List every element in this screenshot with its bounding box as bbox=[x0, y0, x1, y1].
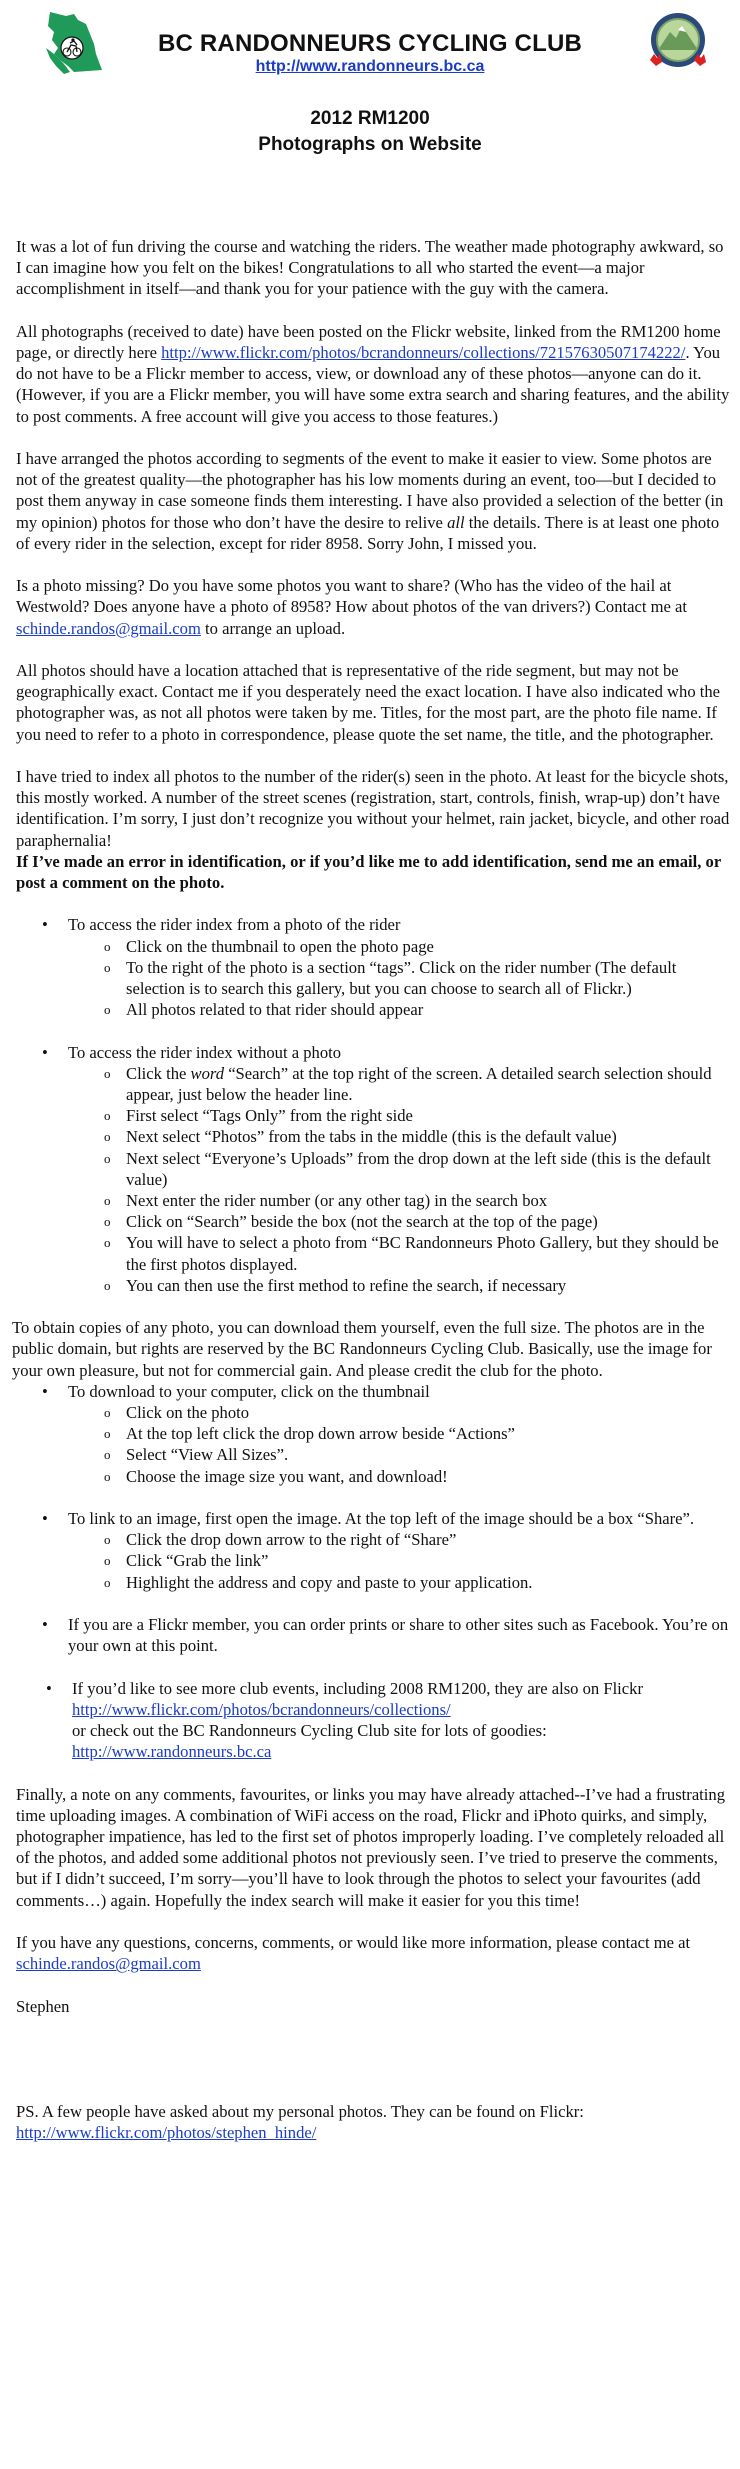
index-paragraph bbox=[16, 766, 731, 893]
document-body bbox=[12, 236, 731, 2165]
list-item: o Click “Grab the link” bbox=[126, 1550, 731, 1571]
list-item: o Click on “Search” beside the box (not the search at the top of the page) bbox=[126, 1211, 731, 1232]
missing-photo-text: Is a photo missing? Do you have some photos you want to share? (Who has the video of the hail at Westwold? Does anyone have a photo of 8958? How about photos of the van drivers?) Contact me at bbox=[16, 576, 687, 617]
more-events-text: If you’d like to see more club events, including 2008 RM1200, they are also on Flickr bbox=[72, 1678, 643, 1698]
link-heading: To link to an image, first open the image. At the top left of the image should be a box “Share”. bbox=[68, 1509, 695, 1529]
list-item: o To the right of the photo is a section “tags”. Click on the rider number (The default selection is to search this gallery, but you can choose to search all of Flickr.) bbox=[126, 957, 731, 999]
missing-photo-text-2: to arrange an upload. bbox=[200, 618, 346, 638]
email-link[interactable]: schinde.randos@gmail.com bbox=[16, 618, 201, 638]
list-item: o Choose the image size you want, and download! bbox=[126, 1466, 731, 1487]
prints-note bbox=[16, 1614, 731, 1656]
method-1-heading: To access the rider index from a photo of the rider bbox=[68, 915, 401, 935]
list-item bbox=[126, 1063, 731, 1105]
list-item: o You can then use the first method to refine the search, if necessary bbox=[126, 1275, 731, 1296]
location-paragraph: All photos should have a location attached that is representative of the ride segment, but may not be geographically exact. Contact me if you desperately need the exact location. I have also indicated who the photographer was, as not all photos were taken by me. Titles, for the most part, are the photo file name. If you need to refer to a photo in correspondence, please quote the set name, the title, and the photographer. bbox=[16, 661, 721, 744]
step-text: Click the bbox=[126, 1063, 191, 1083]
contact-text: If you have any questions, concerns, comments, or would like more information, please contact me at bbox=[16, 1933, 691, 1953]
list-item: o Highlight the address and copy and paste to your application. bbox=[126, 1572, 731, 1593]
final-note-paragraph: Finally, a note on any comments, favourites, or links you may have already attached--I’ve had a frustrating time uploading images. A combination of WiFi access on the road, Flickr and iPhoto quirks, and simply, photographer impatience, has led to the first set of photos improperly loading. I’ve completely reloaded all of the photos, and added some additional photos not previously seen. I’ve tried to preserve the comments, but if I didn’t succeed, I’m sorry—you’ll have to look through the photos to select your favourites (add comments…) again. Hopefully the index search will make it easier for you this time! bbox=[16, 1784, 725, 1910]
list-item bbox=[68, 1508, 731, 1593]
list-item: o First select “Tags Only” from the right side bbox=[126, 1105, 731, 1126]
copies-paragraph: To obtain copies of any photo, you can download them yourself, even the full size. The photos are in the public domain, but rights are reserved by the BC Randonneurs Cycling Club. Basically, use the image for your own pleasure, but not for commercial gain. And please credit the club for the photo. bbox=[12, 1318, 712, 1380]
link-instructions bbox=[16, 1508, 731, 1593]
flickr-collection-link[interactable]: http://www.flickr.com/photos/bcrandonneurs/collections/72157630507174222/ bbox=[161, 343, 686, 362]
step-italic: word bbox=[190, 1063, 225, 1083]
list-item bbox=[68, 1381, 731, 1487]
flickr-paragraph-text: All photographs (received to date) have been posted on the Flickr website, linked from the RM1200 home page, or directly here bbox=[16, 321, 721, 362]
list-item: o Click on the thumbnail to open the photo page bbox=[126, 936, 731, 957]
ps-paragraph bbox=[16, 2101, 731, 2143]
list-item bbox=[72, 1678, 731, 1763]
club-site-link[interactable]: http://www.randonneurs.bc.ca bbox=[72, 1742, 272, 1762]
list-item: o Click the drop down arrow to the right of “Share” bbox=[126, 1529, 731, 1550]
more-events-note bbox=[16, 1678, 731, 1763]
list-item bbox=[68, 1042, 731, 1296]
list-item: o At the top left click the drop down arrow beside “Actions” bbox=[126, 1423, 731, 1444]
club-url bbox=[0, 58, 740, 76]
missing-photo-paragraph bbox=[16, 575, 731, 639]
document-subtitle: Photographs on Website bbox=[258, 134, 482, 155]
letterhead bbox=[0, 0, 740, 95]
index-text: I have tried to index all photos to the number of the rider(s) seen in the photo. At least for the bicycle shots, this mostly worked. A number of the street scenes (registration, start, controls, finish, wrap-up) don’t have identification. I’m sorry, I just don’t recognize you without your helmet, rain jacket, bicycle, and other road paraphernalia! bbox=[16, 767, 730, 850]
rider-index-method-1 bbox=[16, 914, 731, 1020]
club-url-link[interactable]: http://www.randonneurs.bc.ca bbox=[255, 58, 485, 75]
signature: Stephen bbox=[16, 1996, 70, 2016]
contact-email-link[interactable]: schinde.randos@gmail.com bbox=[16, 1954, 201, 1974]
list-item: o You will have to select a photo from “BC Randonneurs Photo Gallery, but they should be the first photos displayed. bbox=[126, 1232, 731, 1274]
rocky-mountain-1200km-logo-icon bbox=[644, 8, 712, 80]
arrangement-text-2: the details. There is at least one photo of every rider in the selection, except for rider 8958. Sorry John, I missed you. bbox=[16, 512, 720, 553]
flickr-paragraph-text-2: . You do not have to be a Flickr member to access, view, or download any of these photos—anyone can do it. (However, if you are a Flickr member, you will have some extra search and sharing features, and the ability to post comments. A free account will give you access to those features.) bbox=[16, 343, 730, 426]
arrangement-text: I have arranged the photos according to segments of the event to make it easier to view. Some photos are not of the greatest quality—the photographer has his low moments during an event, too—but I decided to post them anyway in case someone finds them interesting. I have also provided a selection of the better (in my opinion) photos for those who don’t have the desire to relive bbox=[16, 449, 724, 532]
document-title: 2012 RM1200 bbox=[310, 108, 430, 129]
list-item: o Click on the photo bbox=[126, 1402, 731, 1423]
personal-flickr-link[interactable]: http://www.flickr.com/photos/stephen_hinde/ bbox=[16, 2123, 317, 2143]
rider-index-method-2 bbox=[16, 1042, 731, 1296]
list-item: o Next enter the rider number (or any other tag) in the search box bbox=[126, 1190, 731, 1211]
list-item: • If you are a Flickr member, you can order prints or share to other sites such as Facebook. You’re on your own at this point. bbox=[68, 1614, 731, 1656]
list-item: o Next select “Everyone’s Uploads” from the drop down at the left side (this is the default value) bbox=[126, 1148, 731, 1190]
download-instructions bbox=[16, 1381, 731, 1487]
arrangement-italic: all bbox=[447, 512, 465, 532]
more-events-text-2: or check out the BC Randonneurs Cycling Club site for lots of goodies: bbox=[72, 1721, 547, 1741]
download-heading: To download to your computer, click on the thumbnail bbox=[68, 1381, 430, 1401]
flickr-collections-link[interactable]: http://www.flickr.com/photos/bcrandonneurs/collections/ bbox=[72, 1699, 451, 1719]
step-text-2: “Search” at the top right of the screen. A detailed search selection should appear, just below the header line. bbox=[126, 1063, 712, 1105]
list-item: o All photos related to that rider should appear bbox=[126, 999, 731, 1020]
club-name: BC RANDONNEURS CYCLING CLUB bbox=[157, 30, 583, 57]
list-item: o Select “View All Sizes”. bbox=[126, 1444, 731, 1465]
arrangement-paragraph bbox=[16, 448, 731, 554]
list-item bbox=[68, 914, 731, 1020]
list-item: o Next select “Photos” from the tabs in the middle (this is the default value) bbox=[126, 1126, 731, 1147]
intro-paragraph: It was a lot of fun driving the course and watching the riders. The weather made photography awkward, so I can imagine how you felt on the bikes! Congratulations to all who started the event—a major accomplishment in itself—and thank you for your patience with the guy with the camera. bbox=[16, 237, 724, 299]
contact-paragraph bbox=[16, 1932, 731, 1974]
method-2-heading: To access the rider index without a photo bbox=[68, 1042, 342, 1062]
ps-text: PS. A few people have asked about my personal photos. They can be found on Flickr: bbox=[16, 2102, 584, 2122]
flickr-paragraph bbox=[16, 321, 731, 427]
index-bold-note: If I’ve made an error in identification, or if you’d like me to add identification, send me an email, or post a comment on the photo. bbox=[16, 851, 721, 893]
